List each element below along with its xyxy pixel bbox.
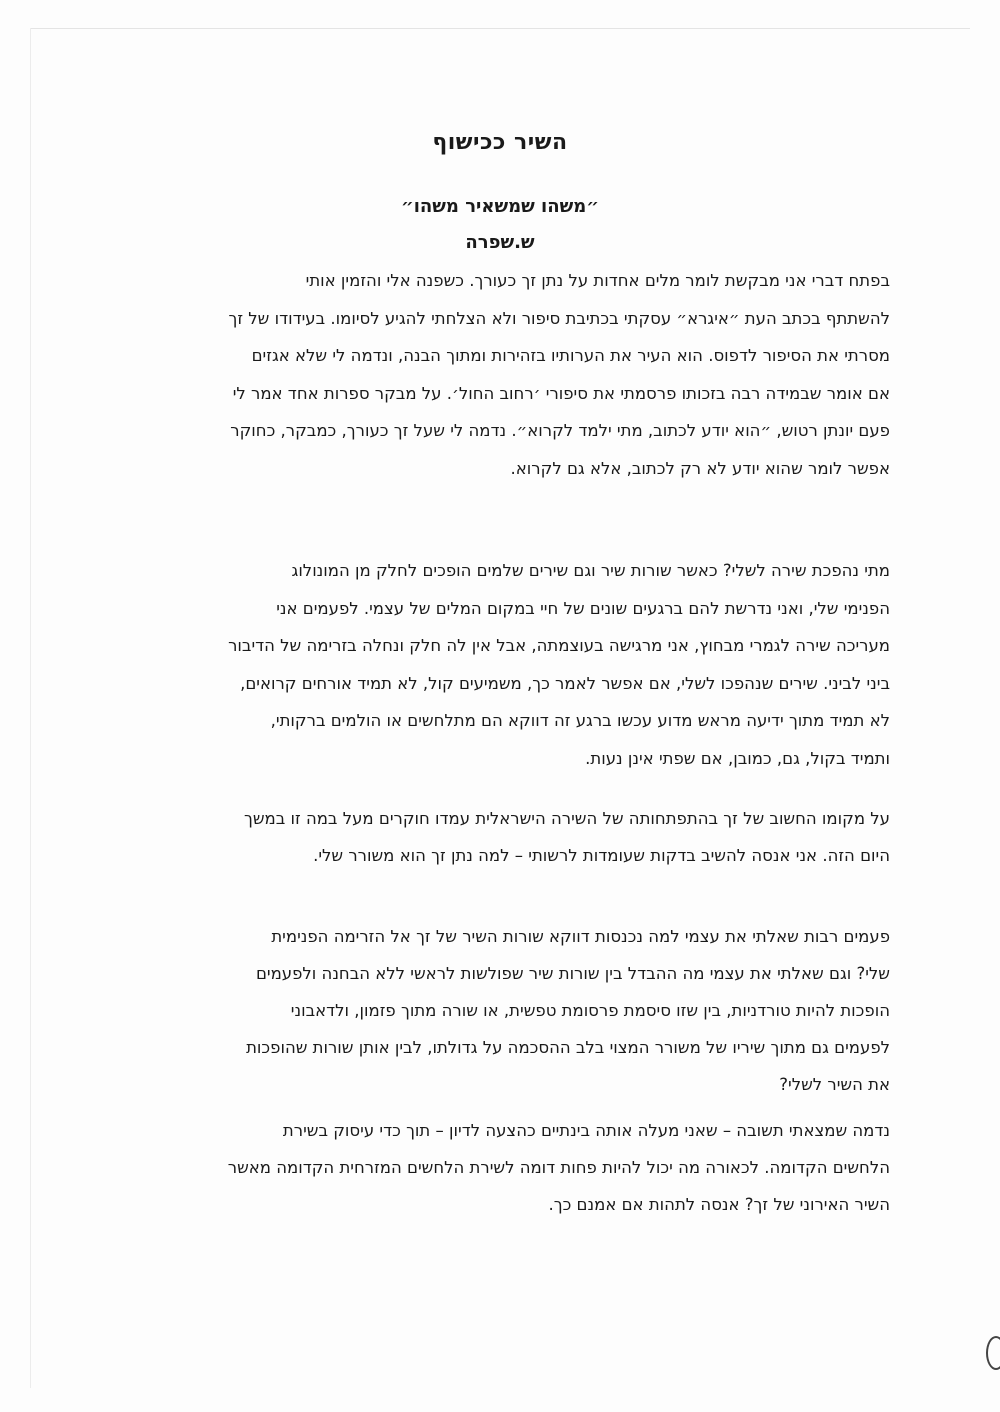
text-line: מתי נהפכת שירה לשלי? כאשר שורות שיר וגם שירים שלמים הופכים לחלק מן המונולוג [291, 561, 890, 580]
paragraph-2 [130, 552, 890, 777]
text-line: להשתתף בכתב העת ״איגרא״ עסקתי בכתיבת סיפור ולא הצלחתי להגיע לסיומו. בעידודו של זך [228, 308, 890, 328]
text-line: בפתח דברי אני מבקשת לומר מלים אחדות על נתן זך כעורך. כשפנה אלי והזמין אותי [305, 271, 890, 290]
text-line: נדמה שמצאתי תשובה – שאני מעלה אותה בינתיים כהצעה לדיון – תוך כדי עיסוק בשירת [282, 1121, 890, 1140]
text-line: הופכות להיות טורדניות, בין שזו סיסמת פרסומת טפשית, או שורה מתוך פזמון, ולדאבוני [290, 1001, 890, 1020]
text-line: אפשר לומר שהוא יודע לא רק לכתוב, אלא גם לקרוא. [510, 458, 890, 478]
text-line: ביני לביני. שירים שנהפכו לשלי, אם אפשר לאמר כך, משמיעים קול, לא תמיד אורחים קרואים, [240, 673, 890, 693]
paragraph-5 [130, 1112, 890, 1223]
text-line: לא תמיד מתוך ידיעה מראש מדוע עכשו ברגע זה דווקא הם מתלחשים או הולמים ברקותי, [270, 711, 890, 730]
text-line: ותמיד בקול, גם, כמובן, אם שפתי אינן נעות. [585, 748, 890, 768]
text-line: הפנימי שלי, ואני נדרשת להם ברגעים שונים של חיי במקום המלים של עצמי. לפעמים אני [276, 598, 890, 618]
text-line: מעריכה שירה לגמרי מבחוץ, אני מרגישה בעוצמתה, אבל אין לה חלק ונחלה בזרימה של הדיבור [228, 636, 890, 655]
text-line: שלי? וגם שאלתי את עצמי מה ההבדל בין שורות שיר שפולשות לראשי ללא הבחנה ולפעמים [255, 964, 890, 983]
binder-hole-mark [986, 1336, 1000, 1370]
paragraph-1 [130, 262, 890, 487]
document-title: השיר ככישוף [432, 130, 568, 155]
text-line: הלחשים הקדומה. לכאורה מה יכול להיות פחות דומה לשירת הלחשים המזרחית הקדומה מאשר [227, 1158, 890, 1177]
paragraph-4 [130, 918, 890, 1103]
text-line: את השיר לשלי? [779, 1075, 890, 1094]
paragraph-3 [130, 800, 890, 874]
document-author: ש.שפרה [465, 232, 535, 253]
text-line: על מקומו החשוב של זך בהתפתחותה של השירה הישראלית עמדו חוקרים מעל במה זו במשך [243, 809, 890, 828]
text-line: לפעמים גם מתוך שיריו של משורר המצוי בלב ההסכמה על גדולתו, לבין אותן שורות שהופכות [246, 1038, 890, 1057]
document-subtitle: ״משהו שמשאיר משהו״ [400, 196, 600, 217]
text-line: פעם יונתן רטוש, ״הוא יודע לכתוב, מתי ילמד לקרוא״. נדמה לי שעל זך כעורך, כמבקר, כחוקר [230, 421, 890, 440]
text-line: אם אומר שבמידה רבה בזכותו פרסמתי את סיפורי ׳רחוב החול׳. על מבקר ספרות אחד אמר לי [232, 383, 890, 403]
text-line: השיר האירוני של זך? אנסה לתהות אם אמנם כך. [548, 1195, 890, 1214]
text-line: מסרתי את הסיפור לדפוס. הוא העיר את הערותיו בזהירות ומתוך הבנה, ונדמה לי שלא אגזים [251, 346, 890, 365]
scan-edge-top [30, 28, 970, 29]
text-line: פעמים רבות שאלתי את עצמי למה נכנסות דווקא שורות השיר של זך אל הזרימה הפנימית [271, 927, 890, 946]
text-line: היום הזה. אני אנסה להשיב בדקות שעומדות לרשותי – למה נתן זך הוא משורר שלי. [313, 846, 890, 865]
